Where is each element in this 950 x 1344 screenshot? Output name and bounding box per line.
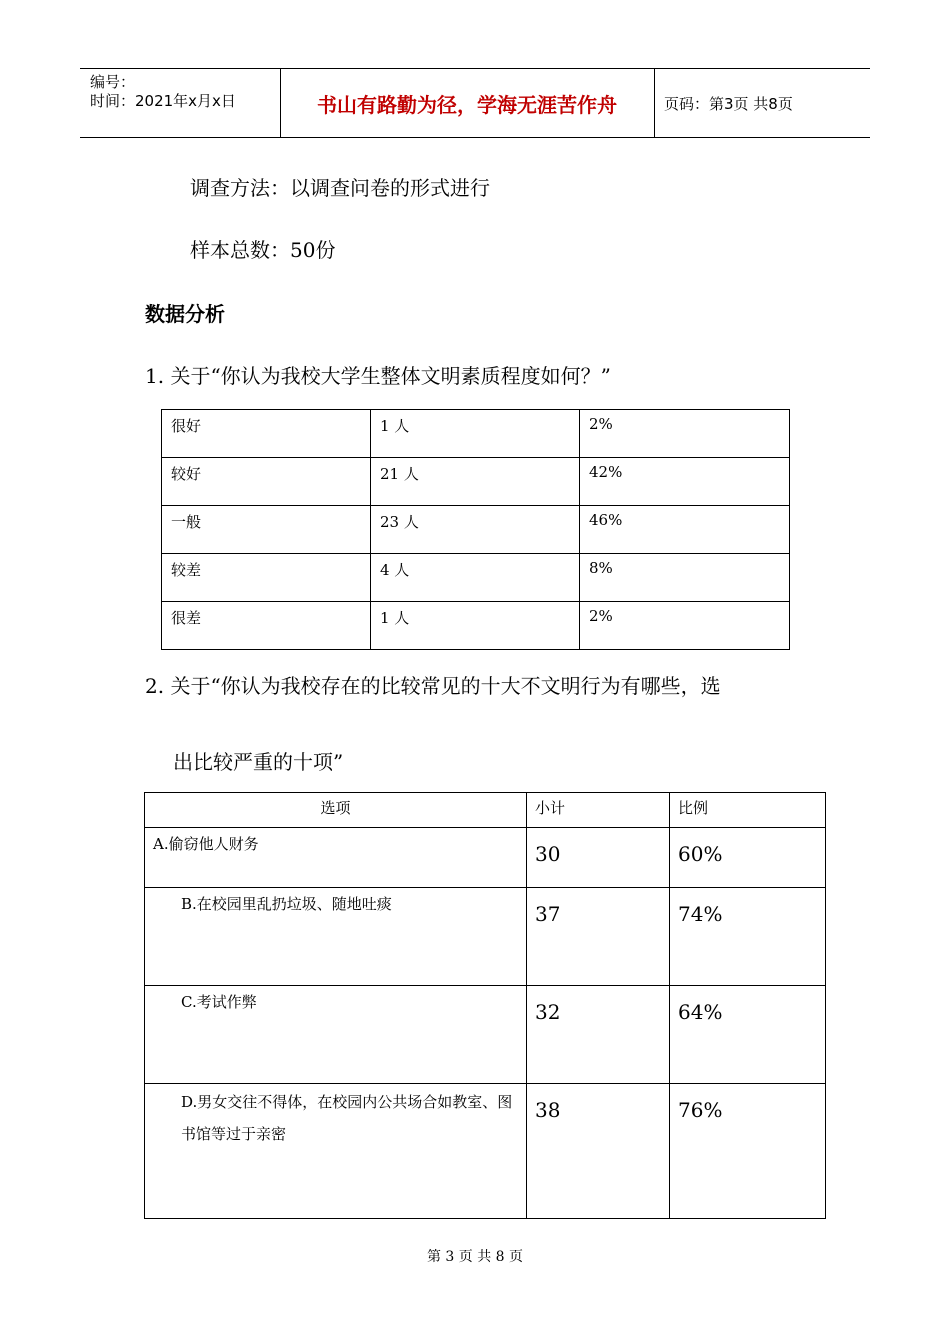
- behavior-table: [144, 792, 826, 1219]
- sample-size: 样本总数：50份: [190, 238, 336, 262]
- count-cell: 23 人: [371, 506, 580, 554]
- level-cell: 一般: [162, 506, 371, 554]
- count-cell: 1 人: [371, 602, 580, 650]
- table-row: [145, 986, 826, 1084]
- ratio-cell: 76%: [670, 1084, 826, 1219]
- count-cell: 1 人: [371, 410, 580, 458]
- subtotal-cell: 38: [527, 1084, 670, 1219]
- ratio-header: 比例: [670, 793, 826, 828]
- question-2-line-2: 出比较严重的十项”: [173, 750, 344, 774]
- option-header: 选项: [145, 793, 527, 828]
- subtotal-cell: 30: [527, 828, 670, 888]
- option-cell: D.男女交往不得体，在校园内公共场合如教室、图书馆等过于亲密: [145, 1084, 527, 1219]
- header-motto: 书山有路勤为径，学海无涯苦作舟: [317, 92, 617, 117]
- survey-method: 调查方法：以调查问卷的形式进行: [190, 176, 490, 200]
- table-row: [162, 410, 790, 458]
- quality-table: [161, 409, 790, 650]
- header-meta: [80, 69, 280, 137]
- table-row: [145, 1084, 826, 1219]
- table-header-row: [145, 793, 826, 828]
- section-heading: 数据分析: [145, 302, 225, 326]
- table-row: [145, 888, 826, 986]
- option-cell: C.考试作弊: [145, 986, 527, 1084]
- subtotal-cell: 32: [527, 986, 670, 1084]
- header-page-info: 页码：第3页 共8页: [664, 95, 793, 113]
- level-cell: 很差: [162, 602, 371, 650]
- level-cell: 很好: [162, 410, 371, 458]
- number-label: 编号：: [90, 73, 136, 91]
- time-label: 时间：2021年x月x日: [90, 92, 236, 110]
- table-row: [162, 506, 790, 554]
- question-2-line-1: 2. 关于“你认为我校存在的比较常见的十大不文明行为有哪些，选: [145, 674, 721, 698]
- ratio-cell: 60%: [670, 828, 826, 888]
- page-footer: 第 3 页 共 8 页: [426, 1249, 524, 1265]
- table-row: [162, 458, 790, 506]
- count-cell: 4 人: [371, 554, 580, 602]
- count-cell: 21 人: [371, 458, 580, 506]
- subtotal-cell: 37: [527, 888, 670, 986]
- option-cell: A.偷窃他人财务: [145, 828, 527, 888]
- level-cell: 较差: [162, 554, 371, 602]
- percent-cell: 2%: [580, 410, 790, 458]
- option-cell: B.在校园里乱扔垃圾、随地吐痰: [145, 888, 527, 986]
- table-row: [145, 828, 826, 888]
- percent-cell: 46%: [580, 506, 790, 554]
- table-row: [162, 554, 790, 602]
- percent-cell: 42%: [580, 458, 790, 506]
- page-header: [80, 68, 870, 138]
- subtotal-header: 小计: [527, 793, 670, 828]
- table-row: [162, 602, 790, 650]
- header-divider: [654, 69, 655, 137]
- ratio-cell: 64%: [670, 986, 826, 1084]
- percent-cell: 8%: [580, 554, 790, 602]
- question-1: 1. 关于“你认为我校大学生整体文明素质程度如何？”: [145, 364, 611, 388]
- percent-cell: 2%: [580, 602, 790, 650]
- ratio-cell: 74%: [670, 888, 826, 986]
- level-cell: 较好: [162, 458, 371, 506]
